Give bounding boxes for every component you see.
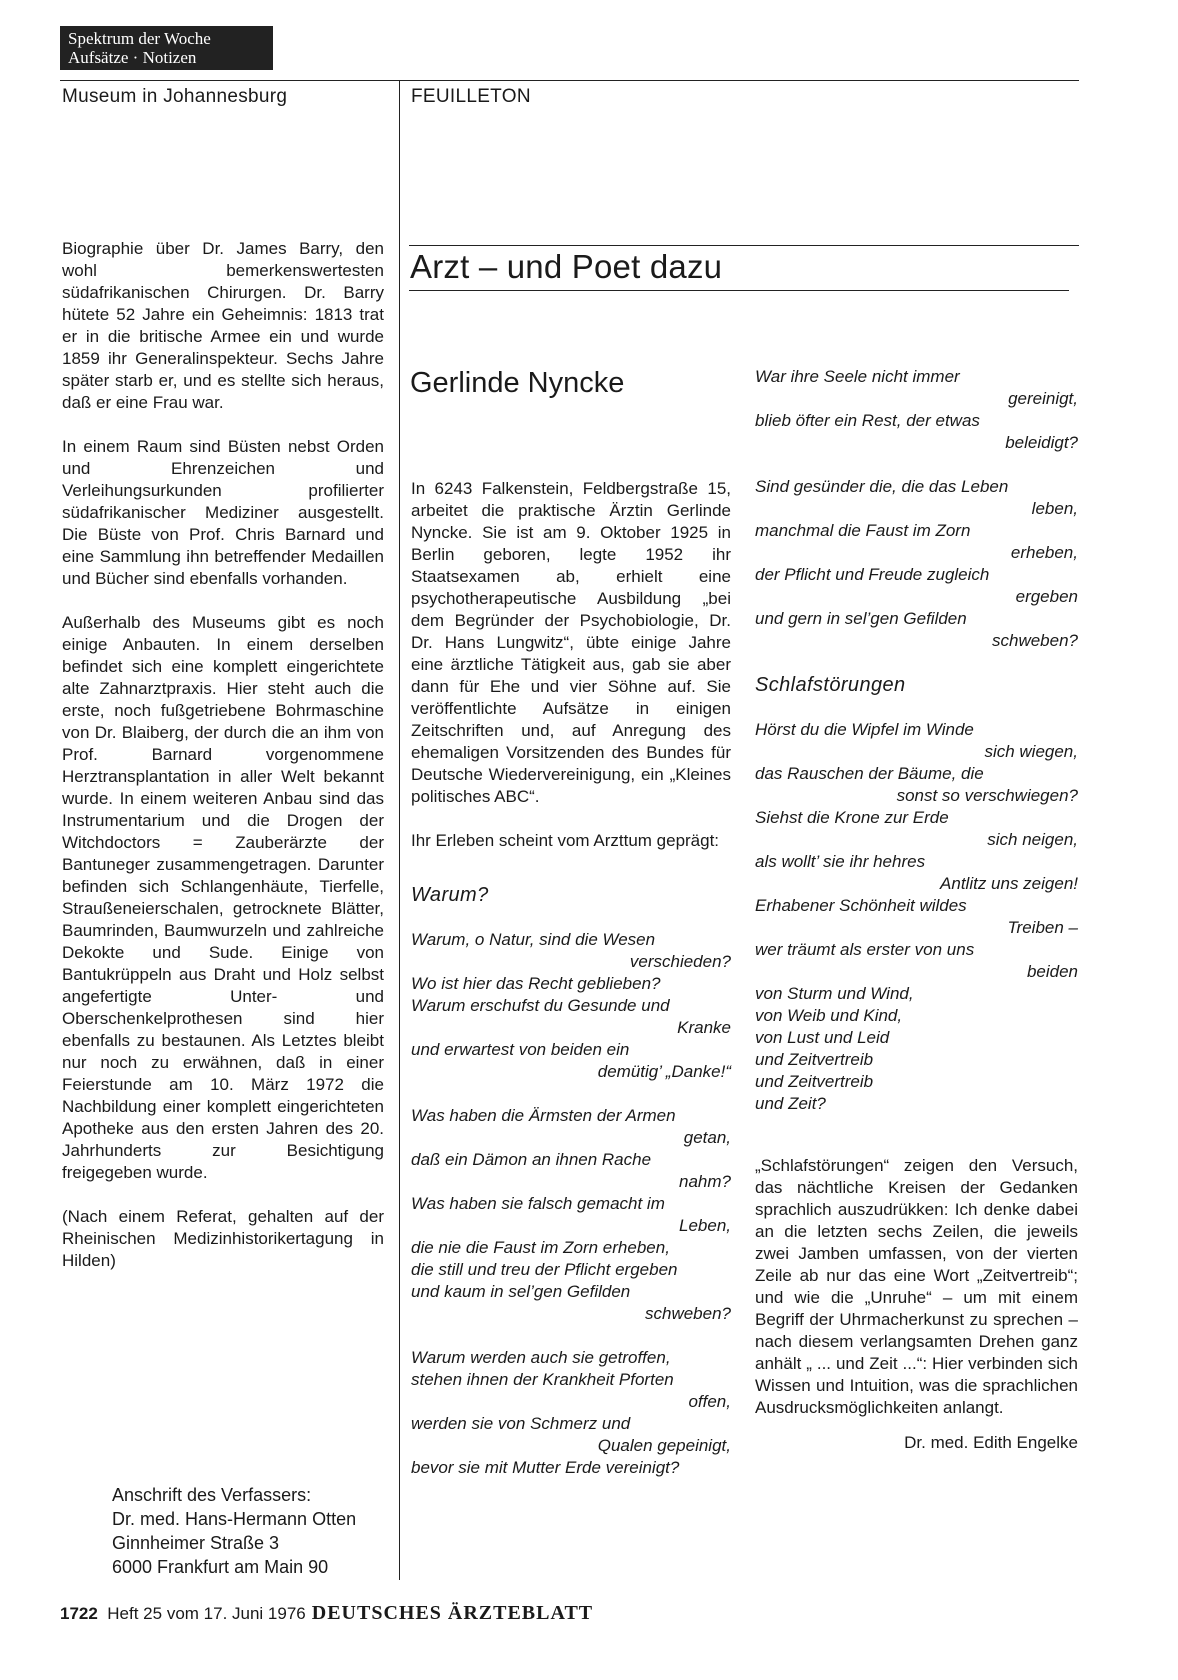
badge-line-1: Spektrum der Woche xyxy=(68,29,211,48)
poem-line: Erhabener Schönheit wildes xyxy=(755,896,967,915)
left-paragraph-3: Außerhalb des Museums gibt es noch einige Anbauten. In einem derselben befindet sich eine komplett eingerichtete alte Zahnarztpraxis. Hier steht auch die erste, noch fußgetriebene Bohrmaschine von Dr. Blaiberg, der durch die an ihm von Prof. Barnard vorgenommene Herztransplantation in aller Welt bekannt wurde. In einem weiteren Anbau sind das Instrumentarium und die Drogen der Witchdoctors = Zauberärzte der Bantuneger zusammengetragen. Darunter befinden sich Schlangenhäute, Tierfelle, Straußeneierschalen, getrocknete Blätter, Baumrinden, Baumwurzeln und zahlreiche Dekokte und Sude. Einige von Bantukrüppeln aus Draht und Holz selbst angefertigte Unter- und Oberschenkelprothesen sind hier ebenfalls zu bestaunen. Als Letztes bleibt nur noch zu erwähnen, daß in einer Feierstunde am 10. März 1972 die Nachbildung einer komplett eingerichteten Apotheke aus den ersten Jahren des 20. Jahrhunderts zur Besichtigung freigegeben wurde. xyxy=(62,613,384,1182)
article-author: Gerlinde Nyncke xyxy=(410,367,625,399)
poem-line: sonst so verschwiegen? xyxy=(896,786,1078,805)
poem-line: und erwartest von beiden ein xyxy=(411,1040,630,1059)
left-paragraph-2: In einem Raum sind Büsten nebst Orden und Ehrenzeichen und Verleihungsurkunden profilierter südafrikanischer Mediziner ausgestellt. Die Büste von Prof. Chris Barnard und eine Sammlung ihn betreffender Medaillen und Bücher sind ebenfalls vorhanden. xyxy=(62,437,384,588)
poem-schlafstoerungen xyxy=(755,719,1078,1115)
poem-line: leben, xyxy=(1031,499,1078,518)
column-divider xyxy=(399,80,400,1580)
intro-paragraph-1: In 6243 Falkenstein, Feldbergstraße 15, arbeitet die praktische Ärztin Gerlinde Nyncke. Sie ist am 9. Oktober 1925 in Berlin geboren, legte 1952 ihr Staatsexamen ab, erhielt eine psychotherapeutische Ausbildung „bei dem Begründer der Psychobiologie, Dr. Dr. Hans Lungwitz“, übte einige Jahre eine ärztliche Tätigkeit aus, gab sie aber dann für Ehe und vier Söhne auf. Sie veröffentlichte Aufsätze in einigen Zeitschriften und, auf Anregung des ehemaligen Vorsitzenden des Bundes für Deutsche Wiedervereinigung, ein „Kleines politisches ABC“. xyxy=(411,479,731,806)
poem-line: Warum, o Natur, sind die Wesen xyxy=(411,930,656,949)
poem-stanza xyxy=(411,929,731,1083)
poem-line: Warum erschufst du Gesunde und xyxy=(411,996,670,1015)
poem-line: beiden xyxy=(1026,962,1078,981)
poem-line: und Zeitvertreib xyxy=(755,1050,874,1069)
poem-stanza xyxy=(755,476,1078,652)
article-title: Arzt – und Poet dazu xyxy=(410,248,723,285)
poem-line: werden sie von Schmerz und xyxy=(411,1414,631,1433)
poem-line: getan, xyxy=(683,1128,731,1147)
commentary-paragraph: „Schlafstörungen“ zeigen den Versuch, das nächtliche Kreisen der Gedanken sprachlich auszudrükken: Ich denke dabei an die letzten sechs Zeilen, die jeweils zwei Jamben umfassen, von der vierten Zeile ab nur das eine Wort „Zeitvertreib“; und wie die „Unruhe“ – um mit einem Begriff der Uhrmacherkunst zu sprechen – nach diesem verlangsamten Drehen ganz anhält „ ... und Zeit ...“: Hier verbinden sich Wissen und Intuition, was die sprachlichen Ausdrucksmöglichkeiten anlangt. xyxy=(755,1156,1078,1417)
poem-stanza xyxy=(755,366,1078,454)
author-address xyxy=(112,1483,356,1579)
poem-line: sich wiegen, xyxy=(984,742,1078,761)
section-label: FEUILLETON xyxy=(411,86,531,107)
poem-line: offen, xyxy=(688,1392,731,1411)
poem-line: stehen ihnen der Krankheit Pforten xyxy=(411,1370,674,1389)
address-line: Dr. med. Hans-Hermann Otten xyxy=(112,1509,357,1529)
poem-line: und Zeit? xyxy=(755,1094,826,1113)
poem-line: und gern in sel’gen Gefilden xyxy=(755,609,967,628)
poem-line: Hörst du die Wipfel im Winde xyxy=(755,720,974,739)
poem-line: ergeben xyxy=(1015,587,1078,606)
section-badge xyxy=(60,26,273,70)
poem-warum-continuation xyxy=(755,366,1078,652)
poem-line: demütig’ „Danke!“ xyxy=(597,1062,731,1081)
middle-column xyxy=(411,478,731,1501)
poem-line: die nie die Faust im Zorn erheben, xyxy=(411,1238,670,1257)
right-column xyxy=(755,366,1078,1453)
poem-line: das Rauschen der Bäume, die xyxy=(755,764,984,783)
page-number: 1722 xyxy=(60,1604,98,1623)
poem-line: Was haben die Ärmsten der Armen xyxy=(411,1106,676,1125)
address-line: 6000 Frankfurt am Main 90 xyxy=(112,1557,329,1577)
poem-line: Sind gesünder die, die das Leben xyxy=(755,477,1009,496)
poem-line: von Lust und Leid xyxy=(755,1028,890,1047)
poem-line: blieb öfter ein Rest, der etwas xyxy=(755,411,980,430)
address-line: Anschrift des Verfassers: xyxy=(112,1485,312,1505)
poem-line: schweben? xyxy=(991,631,1078,650)
poem-line: daß ein Dämon an ihnen Rache xyxy=(411,1150,652,1169)
poem-line: gereinigt, xyxy=(1008,389,1078,408)
poem-line: War ihre Seele nicht immer xyxy=(755,367,960,386)
poem-line: manchmal die Faust im Zorn xyxy=(755,521,971,540)
poem-line: Antlitz uns zeigen! xyxy=(940,874,1078,893)
poem-stanza xyxy=(411,1105,731,1325)
poem-line: verschieden? xyxy=(629,952,731,971)
poem-title-schlafstoerungen: Schlafstörungen xyxy=(755,674,906,696)
left-paragraph-4: (Nach einem Referat, gehalten auf der Rheinischen Medizinhistorikertagung in Hilden) xyxy=(62,1207,384,1270)
poem-stanza xyxy=(411,1347,731,1479)
poem-line: als wollt’ sie ihr hehres xyxy=(755,852,926,871)
title-rule-bottom xyxy=(409,290,1069,291)
left-paragraph-1: Biographie über Dr. James Barry, den wohl bemerkenswertesten südafrikanischen Chirurgen. Dr. Barry hütete 52 Jahre ein Geheimnis: 1813 trat er in die britische Armee ein und wurde 1859 ihr Generalinspekteur. Sechs Jahre später starb er, und es stellte sich heraus, daß er eine Frau war. xyxy=(62,239,384,412)
top-rule xyxy=(60,80,1079,81)
poem-line: Qualen gepeinigt, xyxy=(597,1436,731,1455)
poem-line: und Zeitvertreib xyxy=(755,1072,874,1091)
intro-paragraph-2: Ihr Erleben scheint vom Arzttum geprägt: xyxy=(411,831,720,850)
poem-line: bevor sie mit Mutter Erde vereinigt? xyxy=(411,1458,680,1477)
poem-line: sich neigen, xyxy=(987,830,1078,849)
left-column xyxy=(62,238,384,1294)
left-header-title: Museum in Johannesburg xyxy=(62,86,288,107)
poem-line: von Sturm und Wind, xyxy=(755,984,914,1003)
issue-info: Heft 25 vom 17. Juni 1976 xyxy=(107,1604,306,1623)
poem-line: schweben? xyxy=(644,1304,731,1323)
page-footer xyxy=(60,1602,593,1625)
address-line: Ginnheimer Straße 3 xyxy=(112,1533,280,1553)
poem-title-warum: Warum? xyxy=(411,884,489,906)
poem-line: der Pflicht und Freude zugleich xyxy=(755,565,990,584)
poem-line: die still und treu der Pflicht ergeben xyxy=(411,1260,678,1279)
poem-line: und kaum in sel’gen Gefilden xyxy=(411,1282,631,1301)
poem-line: Warum werden auch sie getroffen, xyxy=(411,1348,671,1367)
commentary-signature: Dr. med. Edith Engelke xyxy=(904,1433,1078,1452)
poem-line: Siehst die Krone zur Erde xyxy=(755,808,949,827)
badge-line-2: Aufsätze · Notizen xyxy=(68,48,197,67)
poem-line: wer träumt als erster von uns xyxy=(755,940,975,959)
poem-warum xyxy=(411,929,731,1479)
poem-line: Was haben sie falsch gemacht im xyxy=(411,1194,665,1213)
poem-line: beleidigt? xyxy=(1005,433,1078,452)
magazine-name: DEUTSCHES ÄRZTEBLATT xyxy=(311,1602,594,1624)
poem-line: von Weib und Kind, xyxy=(755,1006,903,1025)
poem-line: Kranke xyxy=(677,1018,731,1037)
poem-line: Leben, xyxy=(679,1216,731,1235)
poem-line: Wo ist hier das Recht geblieben? xyxy=(411,974,661,993)
poem-line: erheben, xyxy=(1010,543,1078,562)
poem-line: nahm? xyxy=(679,1172,731,1191)
title-rule-top xyxy=(409,245,1079,246)
poem-line: Treiben – xyxy=(1007,918,1078,937)
